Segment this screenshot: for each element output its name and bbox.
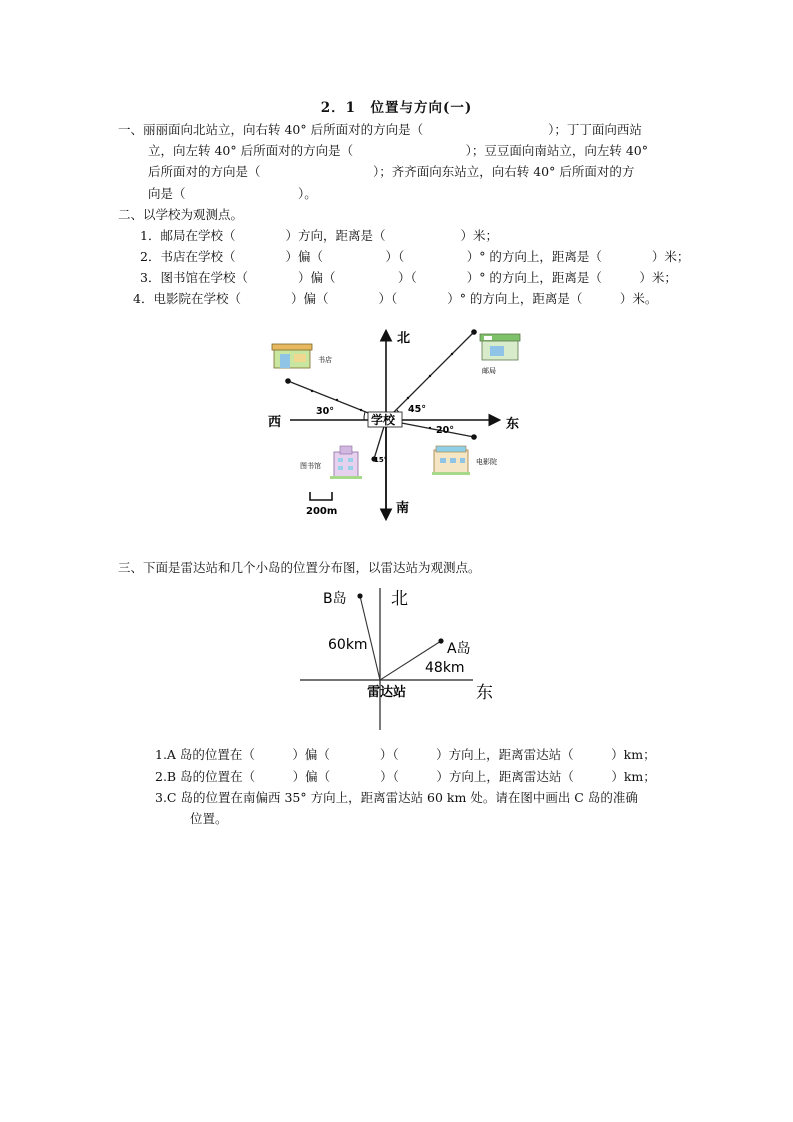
radar-station-label: 雷达站 bbox=[367, 685, 407, 700]
distance-a-label: 48km bbox=[425, 660, 465, 676]
angle-20: 20° bbox=[436, 425, 454, 436]
island-a-point bbox=[438, 638, 443, 643]
section3-item-1: 1.A 岛的位置在（ ）偏（ ）（ ）方向上，距离雷达站（ ）km； bbox=[155, 747, 656, 762]
north-label: 北 bbox=[397, 331, 411, 346]
angle-30: 30° bbox=[316, 406, 334, 417]
section1-line-2: 立，向左转 40° 后所面对的方向是（ ）；豆豆面向南站立，向左转 40° bbox=[148, 143, 648, 158]
section1-line-1: 一、丽丽面向北站立，向右转 40° 后所面对的方向是（ ）；丁丁面向西站 bbox=[118, 122, 642, 137]
section1-line-3: 后所面对的方向是（ ）；齐齐面向东站立，向右转 40° 后所面对的方 bbox=[148, 164, 635, 179]
island-b-point bbox=[357, 593, 362, 598]
section2-item-1: 1．邮局在学校（ ）方向，距离是（ ）米； bbox=[140, 228, 498, 243]
section2-item-4: 4．电影院在学校（ ）偏（ ）（ ）° 的方向上，距离是（ ）米。 bbox=[133, 291, 658, 306]
north-label: 北 bbox=[391, 589, 408, 609]
radar-station-diagram bbox=[295, 582, 510, 732]
post-office-label: 邮局 bbox=[482, 367, 496, 375]
island-b-label: B岛 bbox=[323, 591, 347, 607]
distance-b-label: 60km bbox=[328, 637, 368, 653]
section2-heading: 二、以学校为观测点。 bbox=[118, 207, 244, 222]
school-direction-diagram bbox=[260, 320, 530, 525]
section3-item-3: 3.C 岛的位置在南偏西 35° 方向上，距离雷达站 60 km 处。请在图中画出 C 岛的准确 bbox=[155, 790, 638, 805]
library-label: 图书馆 bbox=[300, 462, 321, 470]
bookstore-icon bbox=[272, 344, 312, 368]
section2-item-2: 2．书店在学校（ ）偏（ ）（ ）° 的方向上，距离是（ ）米； bbox=[140, 249, 690, 264]
east-label: 东 bbox=[506, 417, 520, 432]
cinema-icon bbox=[432, 446, 470, 475]
angle-15: 15° bbox=[374, 456, 388, 464]
section3-heading: 三、下面是雷达站和几个小岛的位置分布图，以雷达站为观测点。 bbox=[118, 560, 481, 575]
section3-item-4: 位置。 bbox=[190, 811, 228, 826]
section1-line-4: 向是（ ）。 bbox=[148, 186, 317, 201]
scale-label: 200m bbox=[306, 506, 338, 517]
school-label: 学校 bbox=[371, 413, 396, 427]
south-label: 南 bbox=[396, 501, 410, 516]
bookstore-label: 书店 bbox=[318, 356, 332, 364]
page-title: 2．1 位置与方向(一) bbox=[320, 100, 473, 116]
island-a-label: A岛 bbox=[447, 641, 471, 657]
east-label: 东 bbox=[476, 683, 493, 703]
library-icon bbox=[330, 446, 362, 479]
section3-item-2: 2.B 岛的位置在（ ）偏（ ）（ ）方向上，距离雷达站（ ）km； bbox=[155, 769, 656, 784]
post-office-icon bbox=[480, 334, 520, 360]
cinema-label: 电影院 bbox=[476, 458, 497, 466]
angle-45: 45° bbox=[408, 404, 426, 415]
west-label: 西 bbox=[268, 415, 282, 430]
scale-bar bbox=[310, 492, 332, 500]
section2-item-3: 3．图书馆在学校（ ）偏（ ）（ ）° 的方向上，距离是（ ）米； bbox=[140, 270, 677, 285]
